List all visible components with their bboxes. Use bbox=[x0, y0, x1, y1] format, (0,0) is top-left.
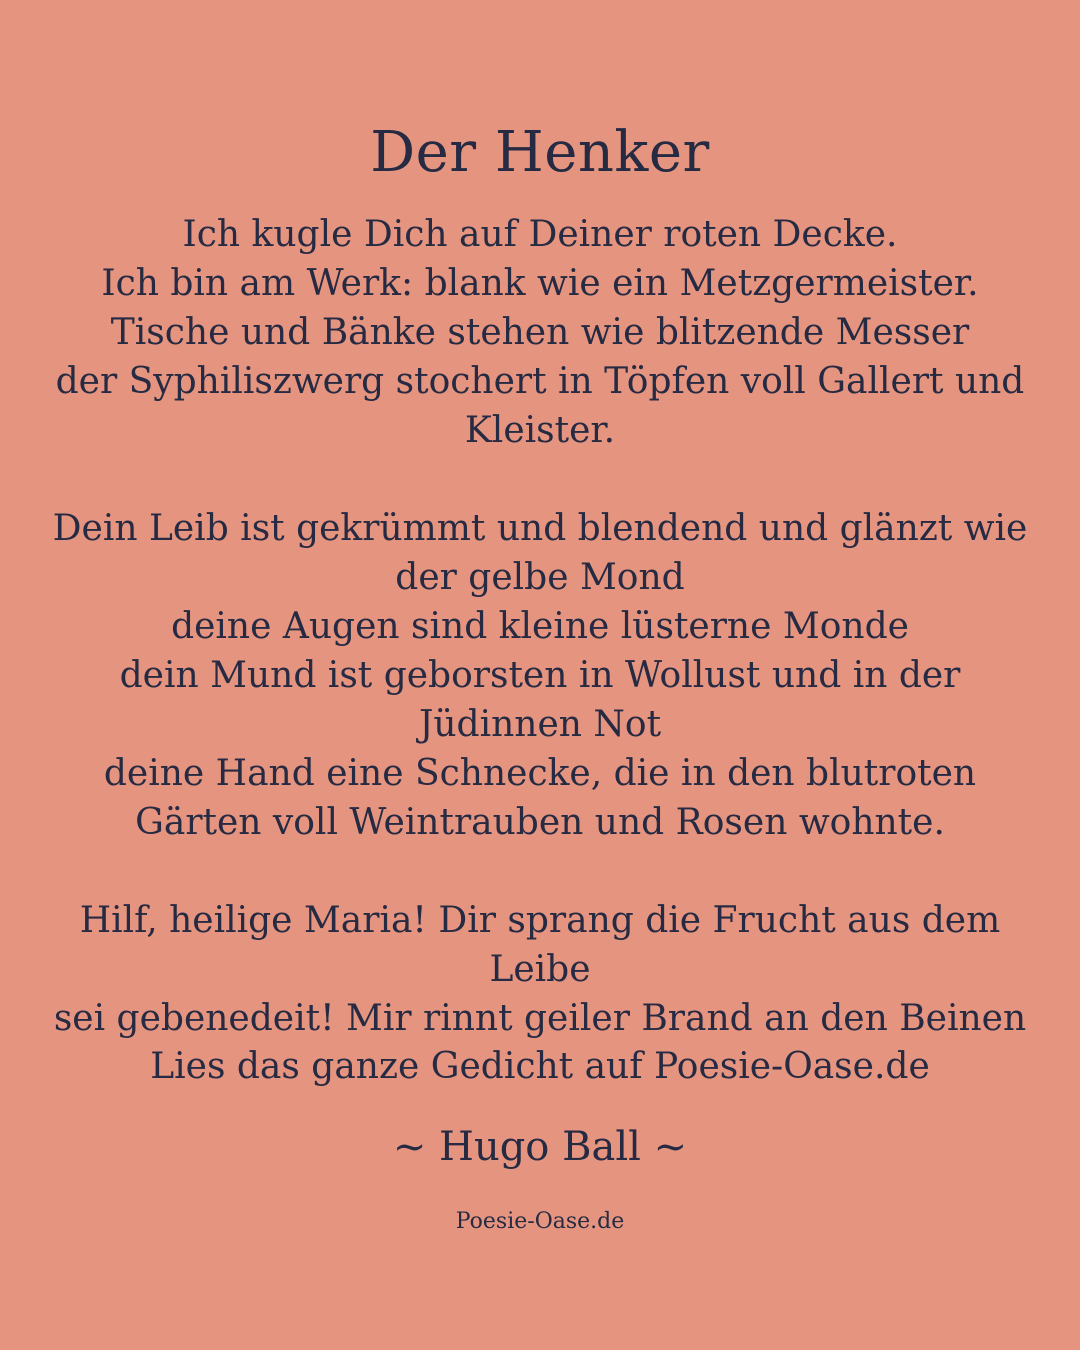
poem-line: Ich bin am Werk: blank wie ein Metzgermeister. bbox=[101, 263, 979, 304]
stanza-1 bbox=[40, 210, 1040, 455]
stanza-2 bbox=[40, 504, 1040, 847]
poem-line: sei gebenedeit! Mir rinnt geiler Brand an den Beinen bbox=[53, 998, 1027, 1039]
poem-line: Hilf, heilige Maria! Dir sprang die Frucht aus dem Leibe bbox=[79, 900, 1001, 990]
poem-title: Der Henker bbox=[370, 120, 710, 185]
read-full-poem-text: Lies das ganze Gedicht auf Poesie-Oase.de bbox=[150, 1046, 930, 1087]
poem-line: der Syphiliszwerg stochert in Töpfen voll Gallert und Kleister. bbox=[55, 361, 1025, 451]
poem-line: deine Augen sind kleine lüsterne Monde bbox=[171, 606, 909, 647]
poem-line: Ich kugle Dich auf Deiner roten Decke. bbox=[182, 214, 898, 255]
site-watermark: Poesie-Oase.de bbox=[455, 1209, 625, 1234]
poem-line: Dein Leib ist gekrümmt und blendend und glänzt wie der gelbe Mond bbox=[52, 508, 1028, 598]
poem-body bbox=[40, 210, 1040, 1092]
poem-line: dein Mund ist geborsten in Wollust und in der Jüdinnen Not bbox=[119, 655, 961, 745]
poem-line: Tische und Bänke stehen wie blitzende Messer bbox=[110, 312, 970, 353]
author-name: ~ Hugo Ball ~ bbox=[392, 1124, 688, 1170]
stanza-3 bbox=[40, 896, 1040, 1043]
poem-line: deine Hand eine Schnecke, die in den blutroten Gärten voll Weintrauben und Rosen wohnte. bbox=[103, 753, 977, 843]
